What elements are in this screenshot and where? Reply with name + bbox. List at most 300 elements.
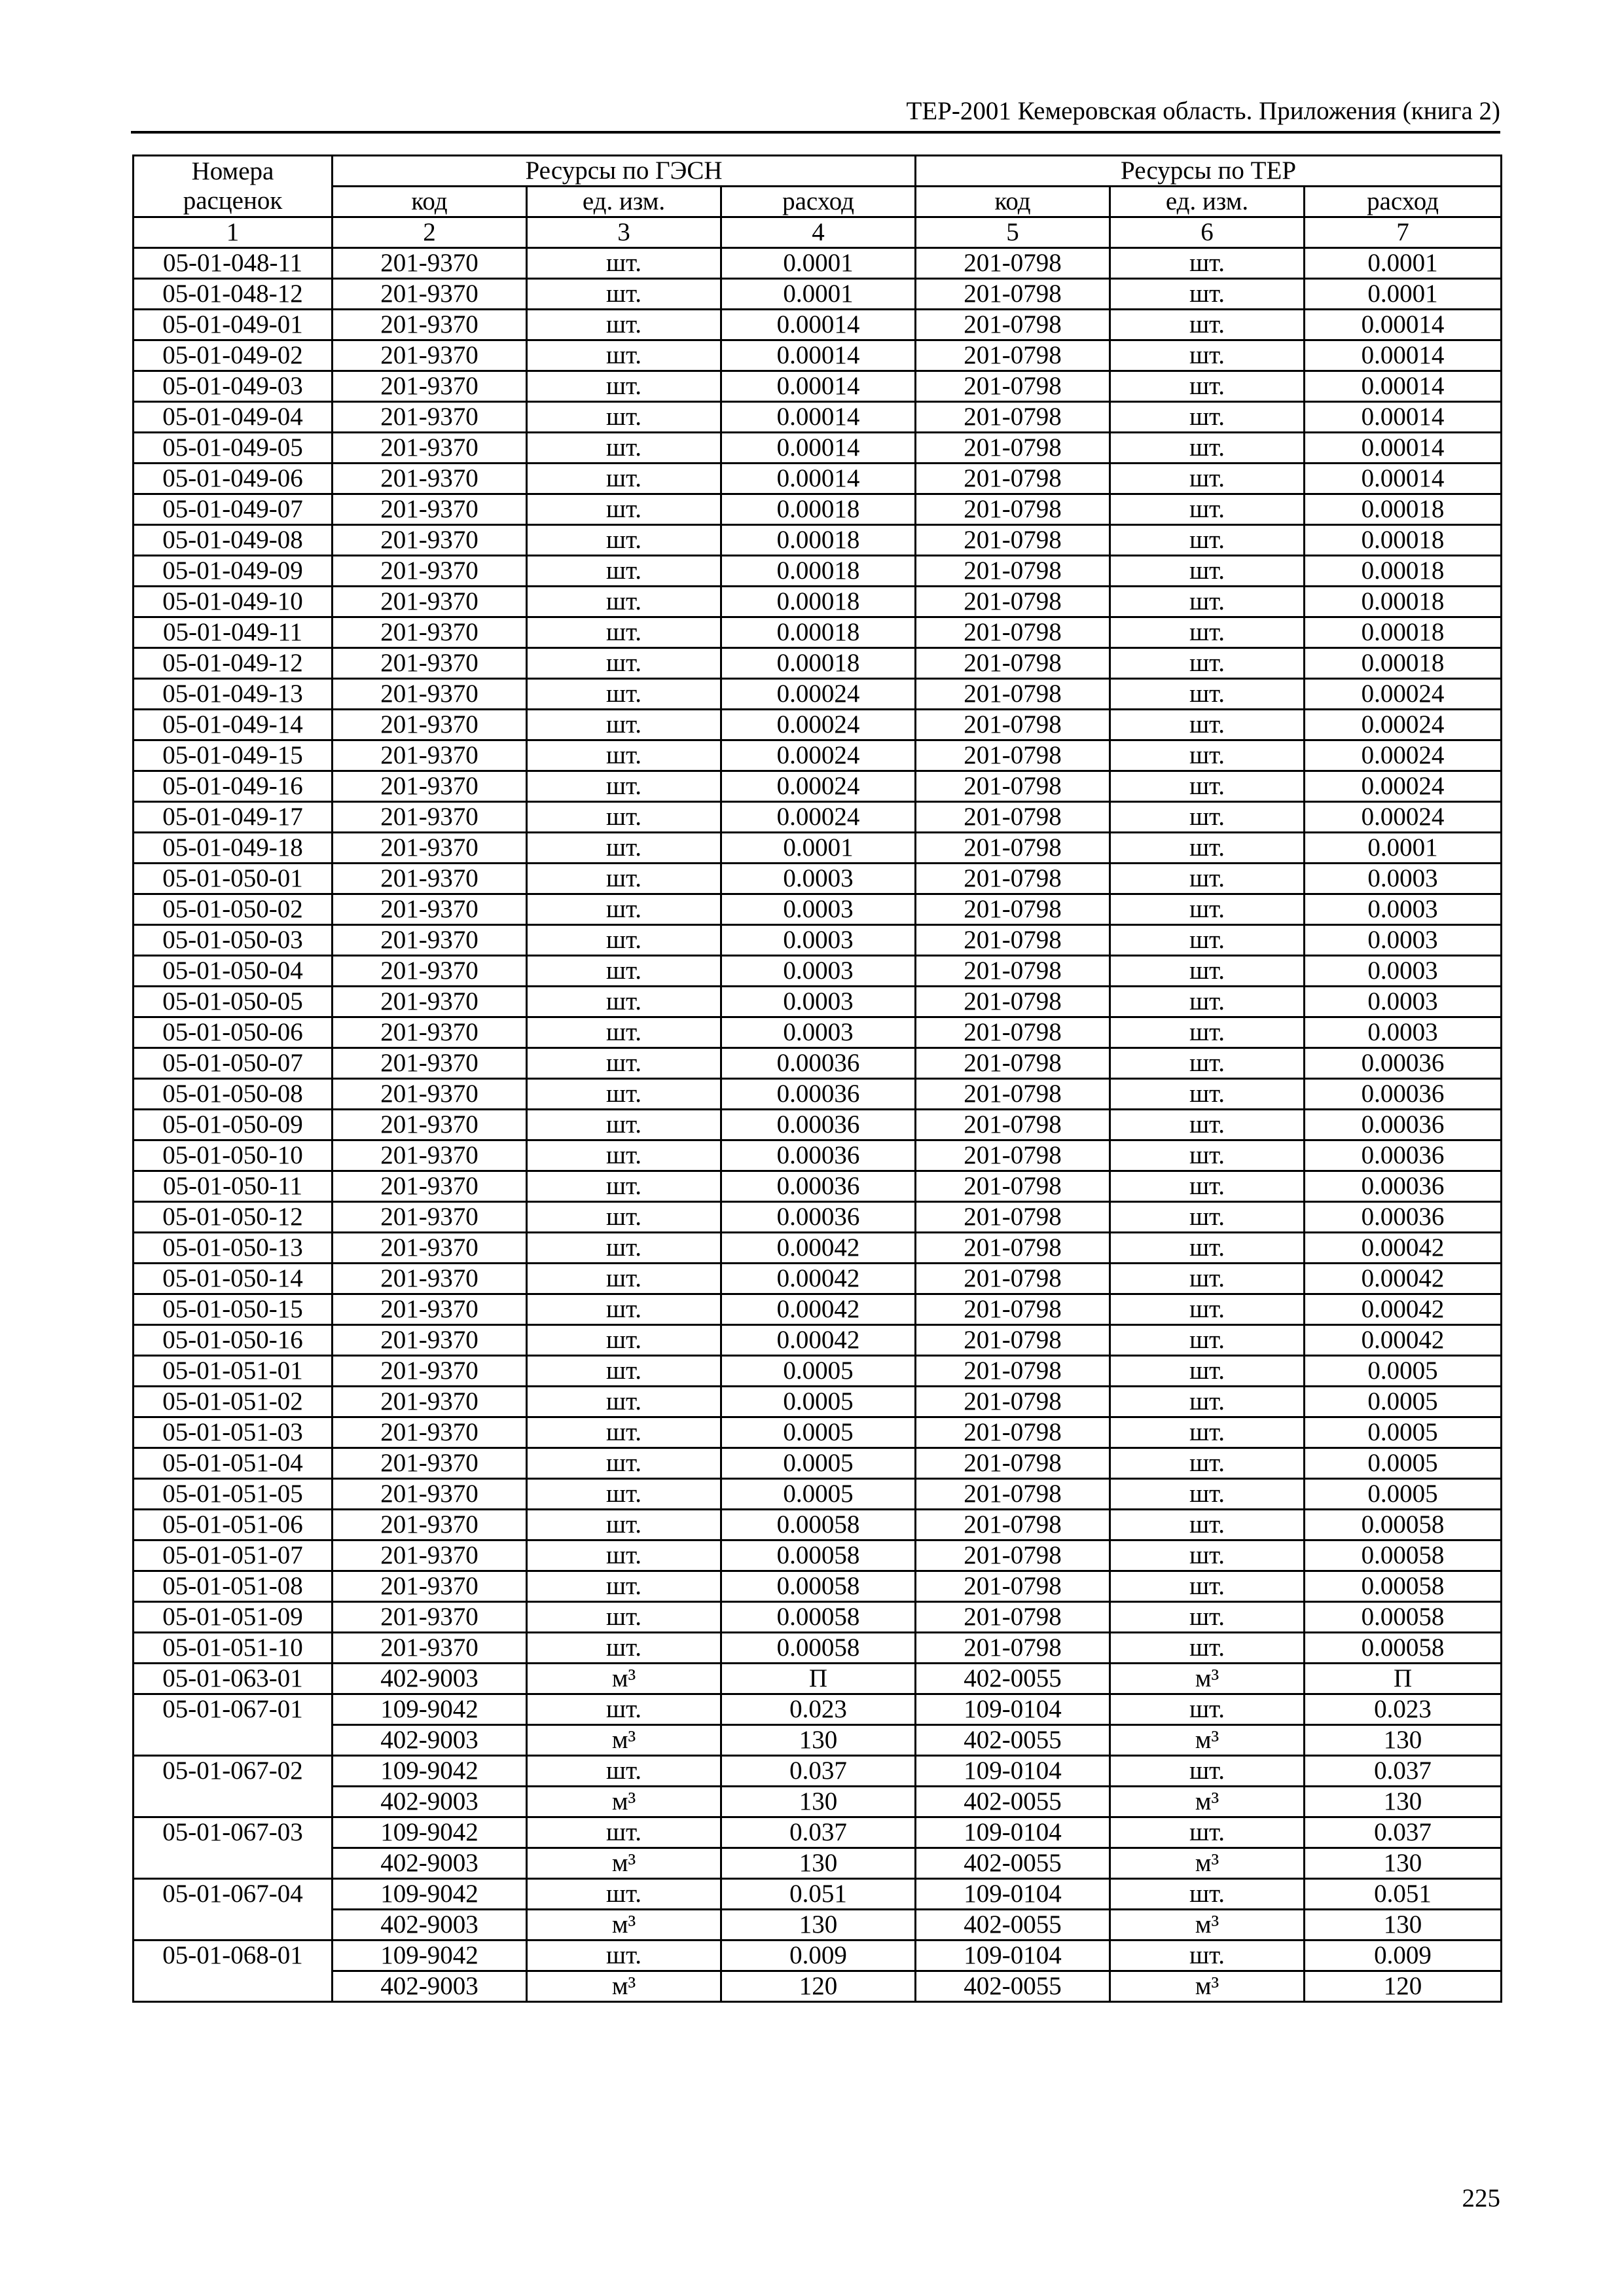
table-header-row-groups: [134, 156, 1502, 187]
cell-gesn-unit: шт.: [527, 1879, 721, 1910]
cell-ter-consumption: 0.00014: [1305, 310, 1502, 340]
cell-gesn-consumption: 0.00018: [721, 648, 916, 679]
cell-ter-consumption: 0.00024: [1305, 771, 1502, 802]
cell-rate-number: 05-01-050-09: [134, 1110, 333, 1140]
cell-ter-code: 402-0055: [916, 1787, 1110, 1817]
cell-ter-consumption: 0.0001: [1305, 248, 1502, 279]
cell-gesn-unit: шт.: [527, 987, 721, 1017]
cell-rate-number: 05-01-050-04: [134, 956, 333, 987]
cell-ter-consumption: 0.0005: [1305, 1479, 1502, 1510]
cell-ter-code: 201-0798: [916, 310, 1110, 340]
table-row: [134, 1202, 1502, 1233]
cell-ter-unit: м³: [1110, 1971, 1305, 2002]
header-gesn-resources: Ресурсы по ГЭСН: [333, 156, 916, 187]
cell-ter-code: 109-0104: [916, 1756, 1110, 1787]
table-row: [134, 1171, 1502, 1202]
cell-gesn-unit: шт.: [527, 925, 721, 956]
header-rate-numbers-line2: [134, 187, 333, 217]
cell-gesn-unit: шт.: [527, 1017, 721, 1048]
cell-rate-number: 05-01-048-12: [134, 279, 333, 310]
cell-gesn-consumption: 0.00036: [721, 1171, 916, 1202]
cell-gesn-code: 201-9370: [333, 864, 527, 894]
cell-ter-code: 201-0798: [916, 464, 1110, 494]
table-row: [134, 310, 1502, 340]
cell-ter-code: 201-0798: [916, 740, 1110, 771]
cell-gesn-code: 201-9370: [333, 371, 527, 402]
cell-gesn-consumption: 0.051: [721, 1879, 916, 1910]
cell-gesn-code: 201-9370: [333, 1048, 527, 1079]
cell-gesn-unit: шт.: [527, 710, 721, 740]
cell-gesn-consumption: 0.037: [721, 1817, 916, 1848]
table-row: [134, 587, 1502, 617]
cell-gesn-consumption: 0.00014: [721, 464, 916, 494]
cell-gesn-unit: шт.: [527, 1941, 721, 1971]
cell-ter-unit: шт.: [1110, 433, 1305, 464]
cell-ter-consumption: 0.00018: [1305, 617, 1502, 648]
cell-ter-unit: шт.: [1110, 864, 1305, 894]
cell-ter-code: 402-0055: [916, 1725, 1110, 1756]
cell-gesn-unit: шт.: [527, 1294, 721, 1325]
header-divider: [131, 131, 1500, 134]
cell-gesn-consumption: 0.023: [721, 1694, 916, 1725]
cell-gesn-consumption: 0.00036: [721, 1202, 916, 1233]
cell-gesn-consumption: 0.00018: [721, 494, 916, 525]
cell-ter-code: 201-0798: [916, 864, 1110, 894]
cell-ter-code: 402-0055: [916, 1664, 1110, 1694]
cell-gesn-unit: шт.: [527, 1171, 721, 1202]
cell-ter-code: 201-0798: [916, 1387, 1110, 1417]
cell-ter-unit: шт.: [1110, 310, 1305, 340]
cell-ter-code: 201-0798: [916, 1571, 1110, 1602]
table-row: [134, 1694, 1502, 1725]
cell-gesn-code: 201-9370: [333, 1079, 527, 1110]
cell-gesn-consumption: П: [721, 1664, 916, 1694]
cell-ter-consumption: 0.051: [1305, 1879, 1502, 1910]
cell-gesn-consumption: 0.0005: [721, 1479, 916, 1510]
cell-gesn-unit: шт.: [527, 525, 721, 556]
cell-ter-consumption: 0.00014: [1305, 402, 1502, 433]
cell-ter-consumption: 0.0003: [1305, 956, 1502, 987]
cell-rate-number: 05-01-050-03: [134, 925, 333, 956]
cell-ter-consumption: 120: [1305, 1971, 1502, 2002]
cell-gesn-unit: шт.: [527, 402, 721, 433]
cell-gesn-unit: шт.: [527, 248, 721, 279]
cell-ter-code: 402-0055: [916, 1910, 1110, 1941]
cell-rate-number: 05-01-049-02: [134, 340, 333, 371]
cell-ter-unit: м³: [1110, 1725, 1305, 1756]
cell-gesn-unit: шт.: [527, 1356, 721, 1387]
cell-gesn-code: 201-9370: [333, 340, 527, 371]
cell-ter-code: 109-0104: [916, 1817, 1110, 1848]
cell-ter-consumption: 130: [1305, 1725, 1502, 1756]
cell-gesn-code: 201-9370: [333, 648, 527, 679]
cell-gesn-unit: шт.: [527, 1140, 721, 1171]
cell-gesn-consumption: 0.00024: [721, 679, 916, 710]
table-row: [134, 1633, 1502, 1664]
cell-ter-consumption: 0.00036: [1305, 1140, 1502, 1171]
cell-rate-number: 05-01-051-05: [134, 1479, 333, 1510]
table-row: [134, 1725, 1502, 1756]
cell-ter-code: 201-0798: [916, 556, 1110, 587]
cell-rate-number: 05-01-050-06: [134, 1017, 333, 1048]
cell-gesn-unit: м³: [527, 1848, 721, 1879]
cell-gesn-unit: шт.: [527, 371, 721, 402]
cell-ter-code: 201-0798: [916, 525, 1110, 556]
cell-gesn-code: 201-9370: [333, 1571, 527, 1602]
cell-ter-code: 201-0798: [916, 1325, 1110, 1356]
col-number-6: 6: [1110, 217, 1305, 248]
cell-gesn-code: 201-9370: [333, 833, 527, 864]
cell-gesn-code: 109-9042: [333, 1817, 527, 1848]
cell-ter-consumption: 0.00014: [1305, 371, 1502, 402]
table-row: [134, 771, 1502, 802]
col-number-3: 3: [527, 217, 721, 248]
cell-gesn-code: 402-9003: [333, 1848, 527, 1879]
cell-ter-consumption: 0.00036: [1305, 1202, 1502, 1233]
cell-gesn-consumption: 0.0003: [721, 864, 916, 894]
cell-ter-consumption: 0.0003: [1305, 894, 1502, 925]
header-ter-unit: ед. изм.: [1110, 187, 1305, 217]
cell-gesn-consumption: 130: [721, 1848, 916, 1879]
cell-gesn-consumption: 0.0005: [721, 1417, 916, 1448]
cell-ter-consumption: 0.00036: [1305, 1171, 1502, 1202]
cell-ter-unit: шт.: [1110, 371, 1305, 402]
cell-ter-code: 201-0798: [916, 1294, 1110, 1325]
cell-ter-code: 201-0798: [916, 956, 1110, 987]
cell-gesn-consumption: 0.00042: [721, 1233, 916, 1264]
col-number-5: 5: [916, 217, 1110, 248]
cell-ter-unit: шт.: [1110, 556, 1305, 587]
cell-rate-number: 05-01-051-10: [134, 1633, 333, 1664]
cell-ter-unit: шт.: [1110, 1571, 1305, 1602]
table-row: [134, 1848, 1502, 1879]
cell-ter-code: 201-0798: [916, 1417, 1110, 1448]
cell-gesn-consumption: 130: [721, 1725, 916, 1756]
cell-gesn-code: 201-9370: [333, 1017, 527, 1048]
cell-gesn-consumption: 0.00024: [721, 740, 916, 771]
cell-ter-unit: шт.: [1110, 587, 1305, 617]
cell-ter-consumption: 130: [1305, 1910, 1502, 1941]
cell-gesn-code: 201-9370: [333, 1264, 527, 1294]
table-row: [134, 648, 1502, 679]
cell-ter-consumption: 130: [1305, 1848, 1502, 1879]
cell-gesn-consumption: 0.0005: [721, 1387, 916, 1417]
col-number-1: 1: [134, 217, 333, 248]
table-row: [134, 1110, 1502, 1140]
cell-gesn-code: 109-9042: [333, 1879, 527, 1910]
table-row: [134, 1356, 1502, 1387]
cell-gesn-unit: м³: [527, 1910, 721, 1941]
cell-gesn-consumption: 0.00058: [721, 1571, 916, 1602]
header-gesn-code: код: [333, 187, 527, 217]
cell-gesn-code: 201-9370: [333, 987, 527, 1017]
cell-ter-consumption: 0.00014: [1305, 340, 1502, 371]
table-row: [134, 371, 1502, 402]
cell-rate-number: 05-01-067-01: [134, 1694, 333, 1756]
cell-ter-code: 201-0798: [916, 494, 1110, 525]
cell-gesn-code: 109-9042: [333, 1756, 527, 1787]
cell-ter-code: 201-0798: [916, 587, 1110, 617]
cell-ter-unit: шт.: [1110, 1325, 1305, 1356]
cell-ter-unit: шт.: [1110, 1510, 1305, 1540]
cell-ter-unit: шт.: [1110, 1602, 1305, 1633]
cell-ter-unit: шт.: [1110, 1633, 1305, 1664]
table-row: [134, 710, 1502, 740]
cell-ter-unit: шт.: [1110, 740, 1305, 771]
cell-gesn-code: 402-9003: [333, 1971, 527, 2002]
cell-ter-consumption: 0.0003: [1305, 987, 1502, 1017]
cell-ter-unit: шт.: [1110, 1294, 1305, 1325]
cell-gesn-consumption: 0.0003: [721, 956, 916, 987]
cell-gesn-unit: шт.: [527, 1202, 721, 1233]
cell-ter-unit: шт.: [1110, 617, 1305, 648]
cell-gesn-code: 201-9370: [333, 679, 527, 710]
cell-ter-consumption: 0.00058: [1305, 1571, 1502, 1602]
table-row: [134, 1971, 1502, 2002]
cell-ter-unit: шт.: [1110, 894, 1305, 925]
cell-rate-number: 05-01-050-12: [134, 1202, 333, 1233]
cell-gesn-consumption: 0.0005: [721, 1356, 916, 1387]
cell-gesn-code: 201-9370: [333, 1202, 527, 1233]
table-row: [134, 956, 1502, 987]
cell-ter-unit: шт.: [1110, 1171, 1305, 1202]
cell-ter-consumption: 0.0001: [1305, 279, 1502, 310]
table-row: [134, 248, 1502, 279]
cell-gesn-code: 201-9370: [333, 402, 527, 433]
header-ter-resources: Ресурсы по ТЕР: [916, 156, 1502, 187]
resources-table: [132, 155, 1502, 2003]
table-row: [134, 1294, 1502, 1325]
cell-ter-consumption: 0.00024: [1305, 740, 1502, 771]
cell-gesn-code: 201-9370: [333, 740, 527, 771]
cell-rate-number: 05-01-063-01: [134, 1664, 333, 1694]
cell-ter-code: 201-0798: [916, 402, 1110, 433]
cell-gesn-code: 201-9370: [333, 433, 527, 464]
cell-gesn-consumption: 0.00024: [721, 710, 916, 740]
cell-gesn-consumption: 0.00058: [721, 1540, 916, 1571]
cell-ter-code: 201-0798: [916, 987, 1110, 1017]
cell-gesn-code: 201-9370: [333, 1294, 527, 1325]
cell-ter-consumption: 0.00058: [1305, 1602, 1502, 1633]
cell-gesn-unit: шт.: [527, 1510, 721, 1540]
cell-gesn-consumption: 0.00018: [721, 587, 916, 617]
table-row: [134, 1479, 1502, 1510]
cell-gesn-unit: шт.: [527, 648, 721, 679]
cell-gesn-consumption: 0.0003: [721, 987, 916, 1017]
cell-ter-unit: шт.: [1110, 956, 1305, 987]
cell-ter-unit: шт.: [1110, 1694, 1305, 1725]
header-rate-numbers-word1: Номера: [191, 156, 274, 185]
cell-ter-consumption: 0.00042: [1305, 1325, 1502, 1356]
table-row: [134, 1756, 1502, 1787]
cell-gesn-code: 201-9370: [333, 1233, 527, 1264]
cell-rate-number: 05-01-049-06: [134, 464, 333, 494]
cell-ter-unit: шт.: [1110, 1110, 1305, 1140]
cell-gesn-code: 201-9370: [333, 1325, 527, 1356]
cell-rate-number: 05-01-050-16: [134, 1325, 333, 1356]
cell-ter-code: 201-0798: [916, 617, 1110, 648]
cell-ter-code: 201-0798: [916, 1110, 1110, 1140]
cell-ter-unit: шт.: [1110, 494, 1305, 525]
cell-gesn-consumption: 0.00014: [721, 310, 916, 340]
cell-rate-number: 05-01-049-13: [134, 679, 333, 710]
table-row: [134, 894, 1502, 925]
table-row: [134, 1602, 1502, 1633]
cell-ter-unit: шт.: [1110, 833, 1305, 864]
cell-ter-code: 201-0798: [916, 1633, 1110, 1664]
cell-ter-unit: шт.: [1110, 525, 1305, 556]
cell-ter-code: 201-0798: [916, 833, 1110, 864]
cell-rate-number: 05-01-068-01: [134, 1941, 333, 2002]
cell-gesn-unit: шт.: [527, 771, 721, 802]
cell-gesn-consumption: 0.0005: [721, 1448, 916, 1479]
cell-ter-code: 109-0104: [916, 1879, 1110, 1910]
table-row: [134, 1787, 1502, 1817]
cell-ter-code: 201-0798: [916, 1202, 1110, 1233]
cell-ter-consumption: 0.00036: [1305, 1048, 1502, 1079]
cell-gesn-consumption: 0.00042: [721, 1325, 916, 1356]
cell-ter-consumption: 0.00042: [1305, 1233, 1502, 1264]
cell-ter-code: 201-0798: [916, 1264, 1110, 1294]
cell-ter-consumption: 0.0005: [1305, 1417, 1502, 1448]
cell-gesn-consumption: 130: [721, 1910, 916, 1941]
cell-gesn-consumption: 0.00042: [721, 1264, 916, 1294]
cell-gesn-unit: шт.: [527, 1264, 721, 1294]
cell-gesn-consumption: 130: [721, 1787, 916, 1817]
cell-ter-code: 201-0798: [916, 1356, 1110, 1387]
cell-ter-unit: шт.: [1110, 648, 1305, 679]
cell-ter-code: 201-0798: [916, 1048, 1110, 1079]
cell-ter-unit: шт.: [1110, 1079, 1305, 1110]
cell-gesn-code: 201-9370: [333, 1140, 527, 1171]
cell-ter-code: 201-0798: [916, 1171, 1110, 1202]
table-row: [134, 1017, 1502, 1048]
cell-rate-number: 05-01-050-13: [134, 1233, 333, 1264]
cell-ter-unit: шт.: [1110, 1756, 1305, 1787]
cell-ter-consumption: 0.0005: [1305, 1387, 1502, 1417]
cell-gesn-unit: шт.: [527, 1602, 721, 1633]
cell-ter-unit: шт.: [1110, 1233, 1305, 1264]
cell-gesn-consumption: 0.00036: [721, 1110, 916, 1140]
col-number-2: 2: [333, 217, 527, 248]
table-row: [134, 556, 1502, 587]
cell-rate-number: 05-01-049-08: [134, 525, 333, 556]
cell-ter-consumption: 0.00058: [1305, 1510, 1502, 1540]
cell-gesn-consumption: 0.037: [721, 1756, 916, 1787]
cell-ter-unit: шт.: [1110, 771, 1305, 802]
cell-ter-code: 402-0055: [916, 1848, 1110, 1879]
col-number-7: 7: [1305, 217, 1502, 248]
cell-gesn-code: 201-9370: [333, 956, 527, 987]
cell-ter-unit: шт.: [1110, 1202, 1305, 1233]
cell-ter-code: 201-0798: [916, 1233, 1110, 1264]
cell-gesn-code: 201-9370: [333, 1171, 527, 1202]
col-number-4: 4: [721, 217, 916, 248]
cell-ter-code: 201-0798: [916, 1448, 1110, 1479]
cell-rate-number: 05-01-049-12: [134, 648, 333, 679]
cell-ter-consumption: 0.00036: [1305, 1110, 1502, 1140]
cell-gesn-unit: шт.: [527, 279, 721, 310]
cell-ter-unit: шт.: [1110, 1941, 1305, 1971]
table-row: [134, 433, 1502, 464]
cell-ter-unit: шт.: [1110, 1817, 1305, 1848]
cell-gesn-consumption: 0.009: [721, 1941, 916, 1971]
cell-gesn-consumption: 0.00014: [721, 340, 916, 371]
table-row: [134, 617, 1502, 648]
cell-ter-consumption: 130: [1305, 1787, 1502, 1817]
cell-rate-number: 05-01-051-03: [134, 1417, 333, 1448]
cell-gesn-consumption: 0.0001: [721, 833, 916, 864]
cell-gesn-consumption: 0.00036: [721, 1140, 916, 1171]
cell-rate-number: 05-01-050-15: [134, 1294, 333, 1325]
cell-ter-code: 201-0798: [916, 1510, 1110, 1540]
table-row: [134, 1571, 1502, 1602]
cell-ter-consumption: 0.0003: [1305, 925, 1502, 956]
cell-gesn-consumption: 0.0001: [721, 279, 916, 310]
table-row: [134, 1448, 1502, 1479]
table-header-row-numbers: [134, 217, 1502, 248]
table-row: [134, 464, 1502, 494]
cell-ter-code: 201-0798: [916, 340, 1110, 371]
table-row: [134, 525, 1502, 556]
cell-ter-consumption: 0.037: [1305, 1756, 1502, 1787]
cell-gesn-code: 201-9370: [333, 1540, 527, 1571]
cell-gesn-unit: шт.: [527, 956, 721, 987]
cell-ter-code: 201-0798: [916, 802, 1110, 833]
cell-rate-number: 05-01-049-04: [134, 402, 333, 433]
cell-ter-unit: шт.: [1110, 279, 1305, 310]
table-row: [134, 1387, 1502, 1417]
table-row: [134, 340, 1502, 371]
cell-ter-unit: шт.: [1110, 925, 1305, 956]
cell-gesn-consumption: 0.00036: [721, 1079, 916, 1110]
cell-gesn-unit: шт.: [527, 587, 721, 617]
cell-rate-number: 05-01-050-08: [134, 1079, 333, 1110]
table-row: [134, 802, 1502, 833]
cell-gesn-unit: шт.: [527, 833, 721, 864]
table-row: [134, 1264, 1502, 1294]
cell-rate-number: 05-01-051-07: [134, 1540, 333, 1571]
cell-rate-number: 05-01-050-07: [134, 1048, 333, 1079]
cell-gesn-code: 201-9370: [333, 556, 527, 587]
cell-gesn-code: 109-9042: [333, 1941, 527, 1971]
cell-gesn-consumption: 0.0001: [721, 248, 916, 279]
cell-ter-code: 201-0798: [916, 1079, 1110, 1110]
cell-gesn-code: 201-9370: [333, 1417, 527, 1448]
table-row: [134, 402, 1502, 433]
cell-ter-unit: шт.: [1110, 1140, 1305, 1171]
cell-gesn-consumption: 120: [721, 1971, 916, 2002]
cell-gesn-unit: шт.: [527, 1110, 721, 1140]
cell-gesn-code: 201-9370: [333, 587, 527, 617]
cell-ter-code: 109-0104: [916, 1941, 1110, 1971]
cell-rate-number: 05-01-067-02: [134, 1756, 333, 1817]
cell-gesn-code: 402-9003: [333, 1725, 527, 1756]
cell-gesn-unit: м³: [527, 1725, 721, 1756]
cell-ter-consumption: 0.00018: [1305, 494, 1502, 525]
table-row: [134, 1540, 1502, 1571]
cell-gesn-code: 201-9370: [333, 894, 527, 925]
cell-gesn-code: 201-9370: [333, 525, 527, 556]
cell-ter-code: 201-0798: [916, 1140, 1110, 1171]
header-ter-consumption: расход: [1305, 187, 1502, 217]
cell-ter-unit: шт.: [1110, 1356, 1305, 1387]
table-row: [134, 1879, 1502, 1910]
cell-gesn-consumption: 0.00014: [721, 433, 916, 464]
cell-ter-unit: шт.: [1110, 1048, 1305, 1079]
cell-gesn-consumption: 0.00058: [721, 1633, 916, 1664]
cell-gesn-code: 109-9042: [333, 1694, 527, 1725]
